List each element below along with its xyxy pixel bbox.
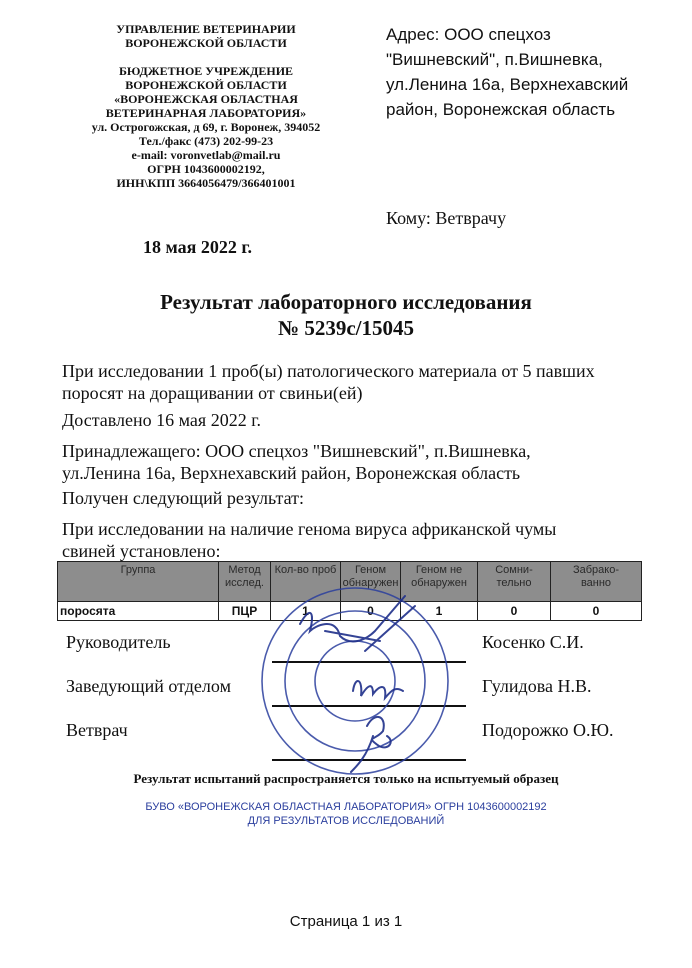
column-header-genome-detected: Геном обнаружен xyxy=(341,562,401,602)
cell-sample-count: 1 xyxy=(271,602,341,621)
signature-row-veterinarian xyxy=(66,719,636,763)
stamp-outer-text: БУВО «ВОРОНЕЖСКАЯ ОБЛАСТНАЯ ЛАБОРАТОРИЯ» ОГРН 1043600002192 xyxy=(145,801,547,813)
finding-text xyxy=(62,518,682,562)
cell-genome-not-detected: 1 xyxy=(401,602,478,621)
signature-name: Подорожко О.Ю. xyxy=(482,720,614,740)
cell-rejected: 0 xyxy=(551,602,642,621)
text-line: При исследовании на наличие генома вируса африканской чумы xyxy=(62,519,557,539)
signature-role: Заведующий отделом xyxy=(66,676,231,696)
signature-line xyxy=(272,759,466,761)
laboratory-header xyxy=(58,22,354,190)
title-line: Результат лабораторного исследования xyxy=(160,290,532,314)
org-line: ВОРОНЕЖСКОЙ ОБЛАСТИ xyxy=(125,36,287,50)
column-header-method: Метод исслед. xyxy=(219,562,271,602)
disclaimer-note: Результат испытаний распространяется только на испытуемый образец xyxy=(133,771,559,786)
org-address: ул. Острогожская, д 69, г. Воронеж, 394052 xyxy=(91,120,321,134)
org-line: БЮДЖЕТНОЕ УЧРЕЖДЕНИЕ xyxy=(118,64,294,78)
signature-row-department-head xyxy=(66,675,636,709)
text-line: ул.Ленина 16а, Верхнехавский район, Воронежская область xyxy=(62,463,521,483)
signature-row-head xyxy=(66,631,636,665)
org-line: «ВОРОНЕЖСКАЯ ОБЛАСТНАЯ xyxy=(114,92,298,106)
owner-info xyxy=(62,440,682,484)
org-phone: Тел./факс (473) 202-99-23 xyxy=(138,134,274,148)
column-header-rejected: Забрако- ванно xyxy=(551,562,642,602)
cell-doubtful: 0 xyxy=(478,602,551,621)
text-line: При исследовании 1 проб(ы) патологического материала от 5 павших xyxy=(62,361,595,381)
table-row xyxy=(58,602,642,621)
signature-line xyxy=(272,661,466,663)
column-header-group: Группа xyxy=(58,562,219,602)
signature-role: Руководитель xyxy=(66,632,171,652)
address-line: "Вишневский", п.Вишневка, xyxy=(386,50,603,69)
result-intro: Получен следующий результат: xyxy=(62,488,305,508)
signature-line xyxy=(272,705,466,707)
document-title xyxy=(0,289,692,341)
signature-name: Гулидова Н.В. xyxy=(482,676,592,696)
cell-genome-detected: 0 xyxy=(341,602,401,621)
column-header-genome-not-detected: Геном не обнаружен xyxy=(401,562,478,602)
org-inn-kpp: ИНН\КПП 3664056479/366401001 xyxy=(116,176,296,190)
address-line: Адрес: ООО спецхоз xyxy=(386,25,551,44)
cell-group: поросята xyxy=(58,602,219,621)
delivery-date: Доставлено 16 мая 2022 г. xyxy=(62,410,262,430)
signature-name: Косенко С.И. xyxy=(482,632,584,652)
column-header-sample-count: Кол-во проб xyxy=(271,562,341,602)
org-line: УПРАВЛЕНИЕ ВЕТЕРИНАРИИ xyxy=(116,22,296,36)
signature-role: Ветврач xyxy=(66,720,128,740)
org-line: ВОРОНЕЖСКОЙ ОБЛАСТИ xyxy=(125,78,287,92)
cell-method: ПЦР xyxy=(219,602,271,621)
table-header-row xyxy=(58,562,642,602)
org-institution xyxy=(58,64,354,120)
recipient-to: Кому: Ветврачу xyxy=(386,208,507,228)
document-date: 18 мая 2022 г. xyxy=(143,237,253,257)
address-line: район, Воронежская область xyxy=(386,100,616,119)
org-department xyxy=(58,22,354,50)
sample-description xyxy=(62,360,682,404)
recipient-address xyxy=(386,22,686,122)
column-header-doubtful: Сомни- тельно xyxy=(478,562,551,602)
page-number: Страница 1 из 1 xyxy=(289,913,403,930)
text-line: свиней установлено: xyxy=(62,541,221,561)
stamp-inner-text: ДЛЯ РЕЗУЛЬТАТОВ ИССЛЕДОВАНИЙ xyxy=(247,815,445,827)
address-line: ул.Ленина 16а, Верхнехавский xyxy=(386,75,629,94)
text-line: поросят на доращивании от свиньи(ей) xyxy=(62,383,363,403)
org-email: e-mail: voronvetlab@mail.ru xyxy=(131,148,281,162)
org-line: ВЕТЕРИНАРНАЯ ЛАБОРАТОРИЯ» xyxy=(105,106,307,120)
text-line: Принадлежащего: ООО спецхоз "Вишневский", п.Вишневка, xyxy=(62,441,531,461)
document-number: № 5239с/15045 xyxy=(277,316,414,340)
stamp-text xyxy=(0,800,692,828)
org-ogrn: ОГРН 1043600002192, xyxy=(147,162,265,176)
results-table xyxy=(57,561,642,621)
